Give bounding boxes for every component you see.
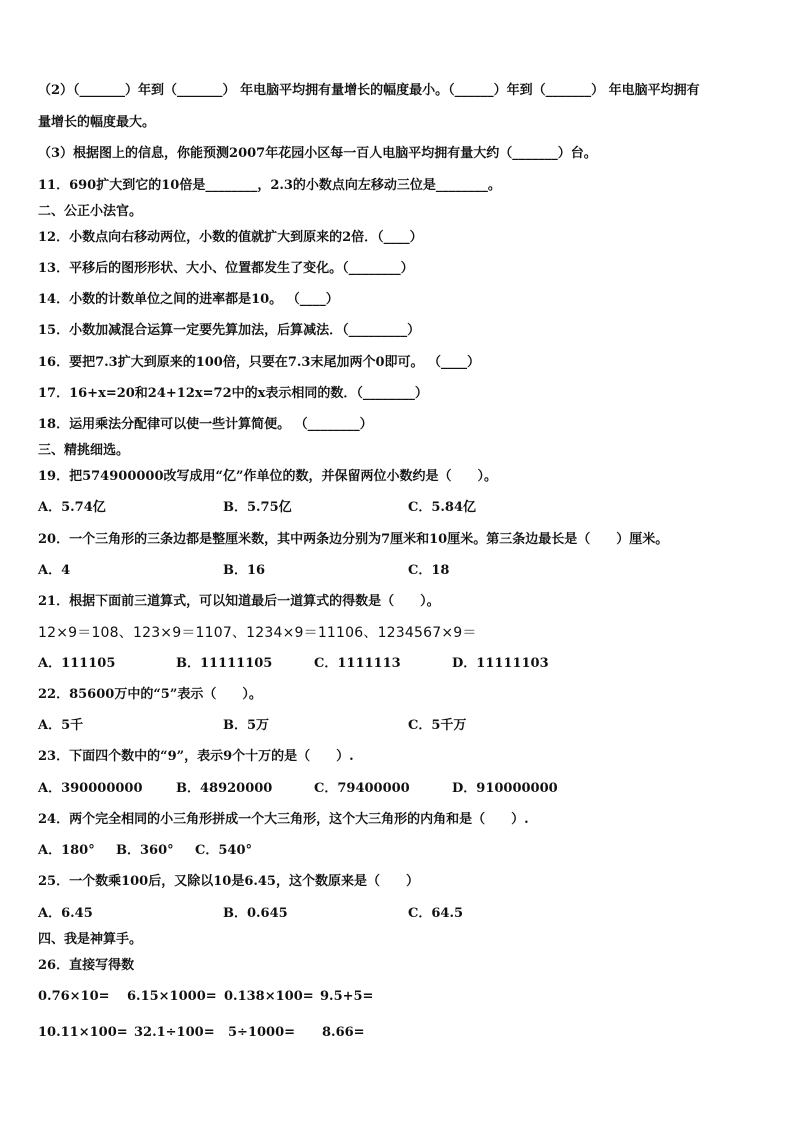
section-4-heading: 四、我是神算手。 — [38, 932, 143, 947]
option-c: C．18 — [408, 563, 450, 578]
option-b: B．5.75亿 — [223, 500, 292, 515]
q10-part2-line1: （2）（_______）年到（_______） 年电脑平均拥有量增长的幅度最小。（______）年到（_______） 年电脑平均拥有 — [38, 83, 700, 98]
question-11: 11．690扩大到它的10倍是________，2.3的小数点向左移动三位是________。 — [38, 178, 501, 193]
calc-item: 32.1÷100= — [134, 1025, 215, 1040]
calc-item: 0.76×10= — [38, 989, 110, 1004]
question-24: 24．两个完全相同的小三角形拼成一个大三角形，这个大三角形的内角和是（ ）. — [38, 812, 529, 827]
question-12: 12．小数点向右移动两位，小数的值就扩大到原来的2倍．（____） — [38, 230, 423, 245]
option-d: D．910000000 — [452, 781, 558, 796]
question-15: 15．小数加减混合运算一定要先算加法，后算减法．（_________） — [38, 323, 421, 338]
option-d: D．11111103 — [452, 656, 549, 671]
section-2-heading: 二、公正小法官。 — [38, 204, 143, 219]
option-a: A．4 — [38, 563, 71, 578]
option-a: A．180° — [38, 843, 95, 858]
option-b: B．16 — [223, 563, 266, 578]
question-16: 16．要把7.3扩大到原来的100倍，只要在7.3末尾加两个0即可。 （____） — [38, 355, 481, 370]
option-a: A．5千 — [38, 718, 84, 733]
question-17: 17．16+x=20和24+12x=72中的x表示相同的数．（________） — [38, 386, 428, 401]
option-b: B．5万 — [223, 718, 270, 733]
calc-item: 8.66= — [322, 1025, 365, 1040]
option-a: A．111105 — [38, 656, 116, 671]
option-a: A．5.74亿 — [38, 500, 106, 515]
question-22: 22．85600万中的“5”表示（ ）。 — [38, 687, 262, 702]
question-25: 25．一个数乘100后，又除以10是6.45，这个数原来是（ ） — [38, 874, 419, 889]
calc-item: 5÷1000= — [228, 1025, 296, 1040]
question-20: 20．一个三角形的三条边都是整厘米数，其中两条边分别为7厘米和10厘米。第三条边最长是（ ）厘米。 — [38, 532, 669, 547]
question-18: 18．运用乘法分配律可以使一些计算简便。 （________） — [38, 417, 373, 432]
q10-part3: （3）根据图上的信息，你能预测2007年花园小区每一百人电脑平均拥有量大约（_______）台。 — [38, 146, 597, 161]
section-3-heading: 三、精挑细选。 — [38, 443, 130, 458]
option-c: C．540° — [195, 843, 252, 858]
calc-item: 10.11×100= — [38, 1025, 128, 1040]
option-a: A．6.45 — [38, 906, 93, 921]
option-c: C．5.84亿 — [408, 500, 477, 515]
option-b: B．48920000 — [176, 781, 273, 796]
question-19: 19．把574900000改写成用“亿”作单位的数，并保留两位小数约是（ ）。 — [38, 469, 497, 484]
question-13: 13．平移后的图形形状、大小、位置都发生了变化。（________） — [38, 261, 414, 276]
q21-equation: 12×9＝108、123×9＝1107、1234×9＝11106、1234567×9＝ — [38, 625, 477, 641]
option-c: C．64.5 — [408, 906, 464, 921]
question-26: 26．直接写得数 — [38, 958, 135, 973]
q10-part2-line2: 量增长的幅度最大。 — [38, 115, 156, 130]
question-23: 23．下面四个数中的“9”，表示9个十万的是（ ）. — [38, 749, 354, 764]
option-c: C．5千万 — [408, 718, 467, 733]
option-b: B．11111105 — [176, 656, 273, 671]
question-14: 14．小数的计数单位之间的进率都是10。 （____） — [38, 292, 339, 307]
calc-item: 9.5+5= — [320, 989, 374, 1004]
question-21: 21．根据下面前三道算式，可以知道最后一道算式的得数是（ ）。 — [38, 594, 440, 609]
option-a: A．390000000 — [38, 781, 143, 796]
option-b: B．360° — [116, 843, 174, 858]
option-c: C．1111113 — [314, 656, 401, 671]
calc-item: 6.15×1000= — [127, 989, 217, 1004]
calc-item: 0.138×100= — [224, 989, 314, 1004]
option-b: B．0.645 — [223, 906, 288, 921]
option-c: C．79400000 — [314, 781, 410, 796]
